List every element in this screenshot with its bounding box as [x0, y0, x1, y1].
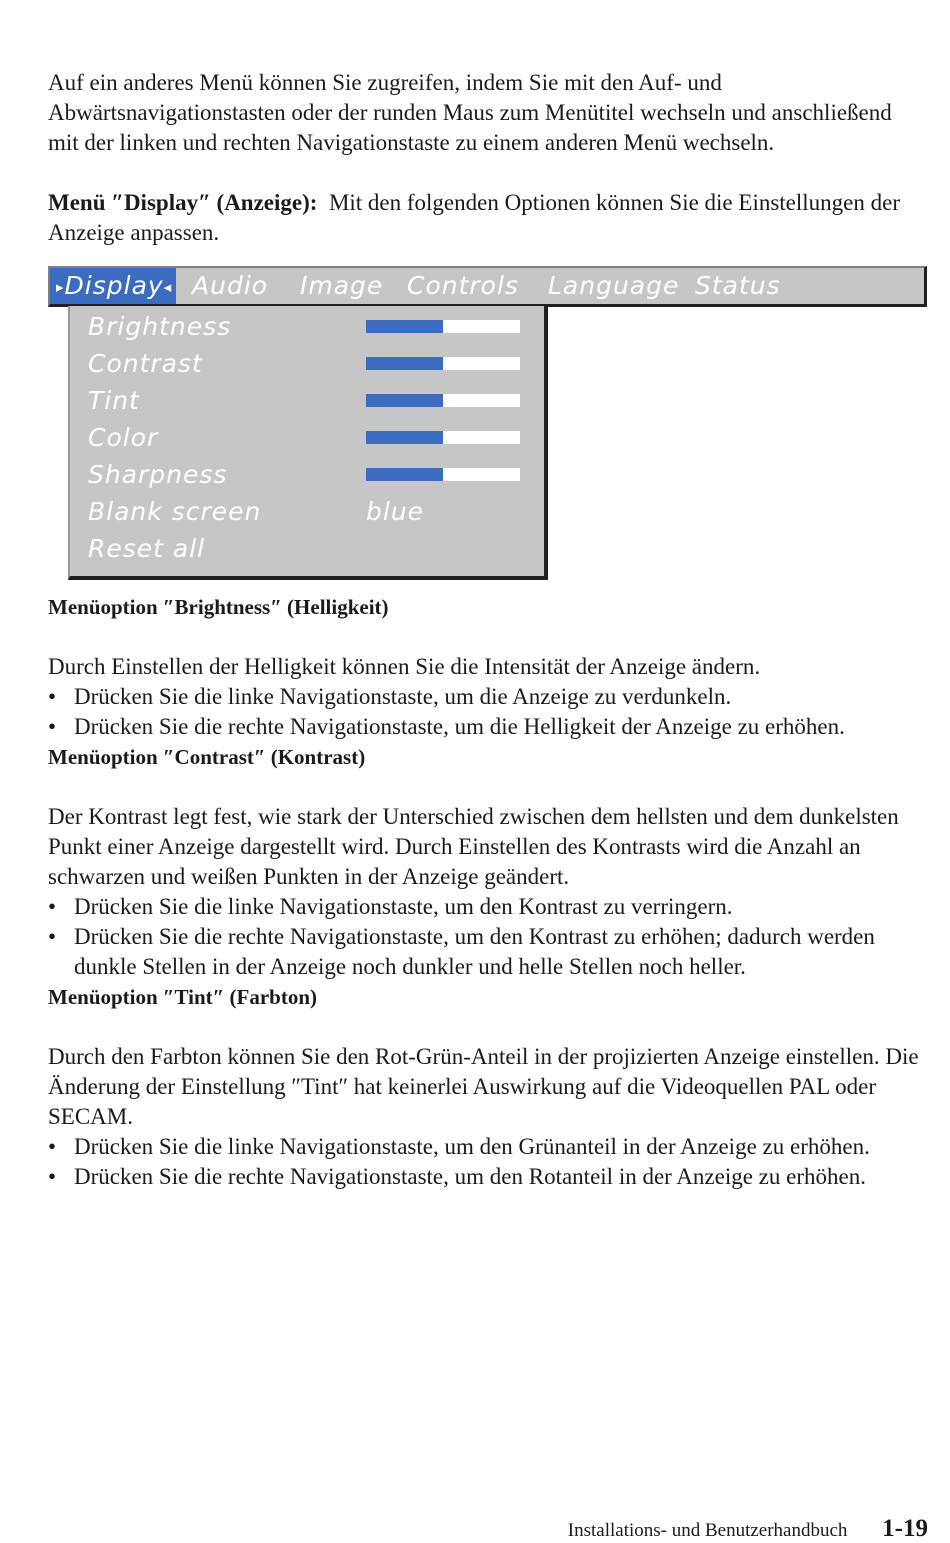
menu-item-blank-screen[interactable] [88, 493, 528, 530]
page-content [48, 68, 928, 1192]
color-slider[interactable] [366, 431, 520, 444]
slider-fill [366, 394, 443, 407]
page-number: 1-19 [882, 1515, 928, 1542]
display-menu-text: Mit den folgenden Optionen können Sie die Einstellungen der Anzeige anpassen. [48, 190, 900, 245]
section-body-contrast: Der Kontrast legt fest, wie stark der Unterschied zwischen dem hellsten und dem dunkelsten Punkt einer Anzeige dargestellt wird. Durch Einstellen des Kontrasts wird die Anzahl an schwarzen und weißen Punkten in der Anzeige geändert. [48, 804, 899, 889]
active-right-marker-icon: ◂ [163, 278, 173, 296]
bullet-list-contrast [48, 892, 928, 982]
osd-menu-figure [48, 266, 926, 584]
menu-item-label: Tint [88, 386, 140, 415]
section-body-tint: Durch den Farbton können Sie den Rot-Grün-Anteil in der projizierten Anzeige einstellen. Die Änderung der Einstellung ″Tint″ hat keinerlei Auswirkung auf die Videoquellen PAL oder SECAM. [48, 1044, 919, 1129]
section-heading-brightness: Menüoption ″Brightness″ (Helligkeit) [48, 595, 389, 619]
display-menu-paragraph [48, 188, 928, 248]
sharpness-slider[interactable] [366, 468, 520, 481]
tab-display-label: Display [64, 271, 164, 300]
brightness-slider[interactable] [366, 320, 520, 333]
tab-language[interactable]: Language [548, 271, 680, 300]
list-item: • Drücken Sie die linke Navigationstaste, um den Kontrast zu verringern. [48, 892, 928, 922]
list-item: • Drücken Sie die rechte Navigationstaste, um die Helligkeit der Anzeige zu erhöhen. [48, 712, 928, 742]
list-item: • Drücken Sie die linke Navigationstaste, um den Grünanteil in der Anzeige zu erhöhen. [48, 1132, 928, 1162]
menu-item-label: Color [88, 423, 159, 452]
menu-item-label: Sharpness [88, 460, 228, 489]
slider-fill [366, 431, 443, 444]
tab-display[interactable] [50, 268, 176, 304]
blank-screen-value: blue [366, 497, 425, 526]
menu-item-label: Brightness [88, 312, 232, 341]
menu-item-brightness[interactable] [88, 308, 528, 345]
menu-item-sharpness[interactable] [88, 456, 528, 493]
tab-image[interactable]: Image [300, 271, 384, 300]
osd-display-panel [68, 306, 548, 580]
list-item: • Drücken Sie die linke Navigationstaste, um die Anzeige zu verdunkeln. [48, 682, 928, 712]
section-body-brightness: Durch Einstellen der Helligkeit können Sie die Intensität der Anzeige ändern. [48, 654, 761, 679]
display-menu-label: Menü ″Display″ (Anzeige): [48, 190, 318, 215]
bullet-list-tint [48, 1132, 928, 1192]
tab-controls[interactable]: Controls [407, 271, 519, 300]
menu-item-reset-all[interactable] [88, 530, 528, 567]
osd-menu-bar [48, 266, 927, 307]
menu-item-label: Reset all [88, 534, 206, 563]
menu-item-color[interactable] [88, 419, 528, 456]
list-item: • Drücken Sie die rechte Navigationstaste, um den Rotanteil in der Anzeige zu erhöhen. [48, 1162, 928, 1192]
slider-fill [366, 357, 443, 370]
section-heading-contrast: Menüoption ″Contrast″ (Kontrast) [48, 745, 366, 769]
section-heading-tint: Menüoption ″Tint″ (Farbton) [48, 985, 318, 1009]
menu-item-label: Contrast [88, 349, 203, 378]
tab-audio[interactable]: Audio [192, 271, 269, 300]
intro-paragraph: Auf ein anderes Menü können Sie zugreifen, indem Sie mit den Auf- und Abwärtsnavigationstasten oder der runden Maus zum Menütitel wechseln und anschließend mit der linken und rechten Navigationstaste zu einem anderen Menü wechseln. [48, 70, 892, 155]
active-left-marker-icon: ▸ [56, 278, 65, 296]
tint-slider[interactable] [366, 394, 520, 407]
bullet-list-brightness [48, 682, 928, 742]
slider-fill [366, 320, 443, 333]
slider-fill [366, 468, 443, 481]
menu-item-label: Blank screen [88, 497, 262, 526]
footer-title: Installations- und Benutzerhandbuch [567, 1520, 848, 1541]
page-footer [568, 1515, 928, 1543]
menu-item-contrast[interactable] [88, 345, 528, 382]
list-item: • Drücken Sie die rechte Navigationstaste, um den Kontrast zu erhöhen; dadurch werden dunkle Stellen in der Anzeige noch dunkler und helle Stellen noch heller. [48, 922, 928, 982]
tab-status[interactable]: Status [695, 271, 781, 300]
menu-item-tint[interactable] [88, 382, 528, 419]
contrast-slider[interactable] [366, 357, 520, 370]
